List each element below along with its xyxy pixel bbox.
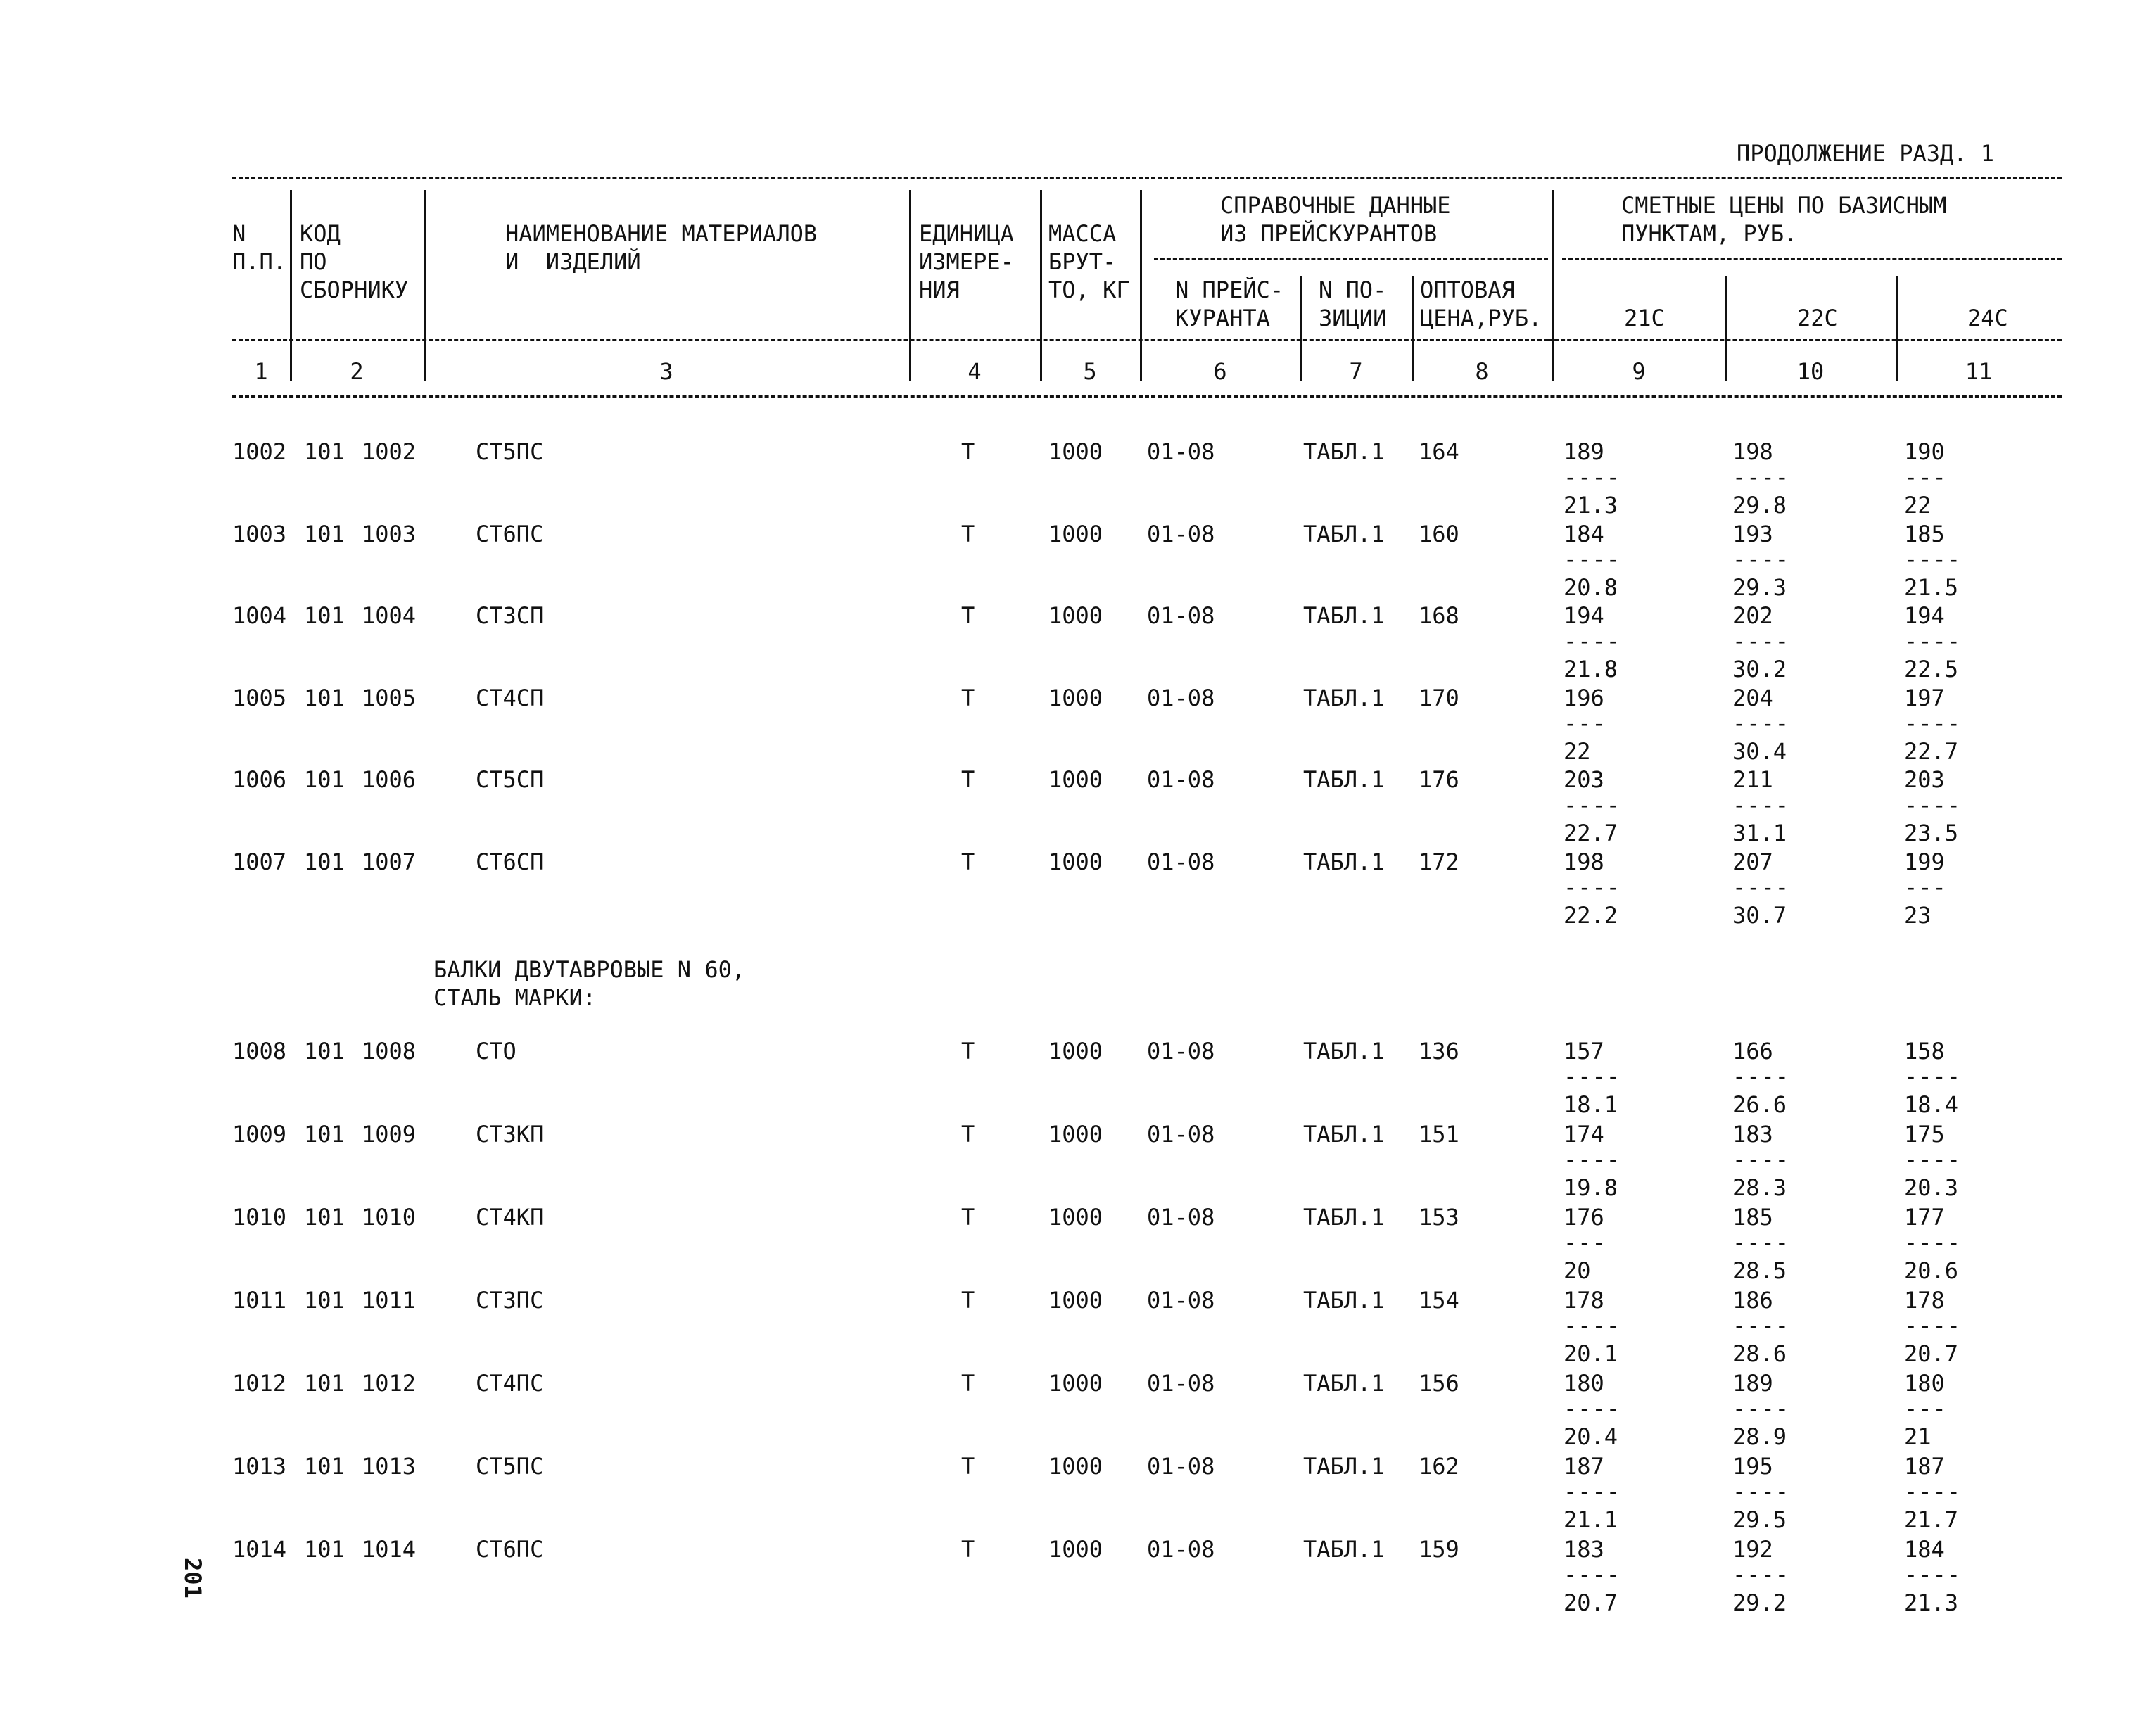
- cell-wholesale: 160: [1419, 520, 1459, 547]
- cell-name: СТ3КП: [476, 1121, 544, 1148]
- header-col11: 24С: [1967, 305, 2008, 331]
- cell-n: 1008: [232, 1038, 287, 1065]
- cell-position: ТАБЛ.1: [1303, 1121, 1385, 1148]
- cell-name: СТ6СП: [476, 849, 544, 875]
- cell-wholesale: 168: [1419, 602, 1459, 630]
- cell-mass: 1000: [1048, 684, 1103, 711]
- cell-transport: 28.3: [1732, 1174, 1787, 1201]
- cell-position: ТАБЛ.1: [1303, 849, 1385, 875]
- group-heading-line1: БАЛКИ ДВУТАВРОВЫЕ N 60,: [433, 956, 746, 983]
- subgroup-rule-reference: [1154, 258, 1548, 260]
- cell-code2: 1005: [362, 684, 417, 711]
- cell-position: ТАБЛ.1: [1303, 520, 1385, 547]
- cell-transport: 30.4: [1732, 737, 1787, 765]
- column-number: 9: [1632, 358, 1646, 385]
- cell-price: 195: [1732, 1453, 1773, 1480]
- cell-mass: 1000: [1048, 602, 1103, 630]
- cell-transport: 29.5: [1732, 1506, 1787, 1533]
- cell-unit: Т: [961, 1287, 975, 1314]
- cell-divider: ---: [1564, 1229, 1606, 1256]
- cell-divider: ----: [1732, 1229, 1790, 1256]
- cell-price: 211: [1732, 766, 1773, 794]
- cell-name: СТ4ПС: [476, 1370, 544, 1397]
- header-mid-rule-left: [232, 339, 1548, 341]
- column-number: 4: [968, 358, 982, 385]
- header-col3-line2: И ИЗДЕЛИЙ: [505, 248, 641, 275]
- cell-transport: 18.4: [1904, 1091, 1959, 1118]
- column-number: 5: [1083, 358, 1097, 385]
- cell-mass: 1000: [1048, 1287, 1103, 1314]
- cell-name: СТ5ПС: [476, 438, 544, 465]
- cell-divider: ----: [1732, 1478, 1790, 1505]
- cell-transport: 19.8: [1564, 1174, 1618, 1201]
- cell-wholesale: 151: [1419, 1121, 1459, 1148]
- cell-price: 193: [1732, 520, 1773, 547]
- cell-mass: 1000: [1048, 1204, 1103, 1231]
- cell-unit: Т: [961, 849, 975, 875]
- cell-code2: 1003: [362, 520, 417, 547]
- col-sep-3: [909, 190, 911, 381]
- cell-wholesale: 153: [1419, 1204, 1459, 1231]
- cell-transport: 22.2: [1564, 902, 1618, 929]
- cell-divider: ----: [1564, 1395, 1621, 1422]
- cell-wholesale: 136: [1419, 1038, 1459, 1065]
- cell-name: СТ3СП: [476, 602, 544, 630]
- cell-transport: 22.5: [1904, 656, 1959, 683]
- cell-transport: 21.1: [1564, 1506, 1618, 1533]
- cell-transport: 21.5: [1904, 573, 1959, 601]
- header-col2-line2: ПО: [300, 248, 327, 275]
- cell-price: 176: [1564, 1204, 1604, 1231]
- cell-code2: 1007: [362, 849, 417, 875]
- cell-transport: 23.5: [1904, 820, 1959, 847]
- cell-unit: Т: [961, 1038, 975, 1065]
- cell-divider: ----: [1904, 1229, 1962, 1256]
- header-col1-line1: N: [232, 220, 246, 247]
- cell-price-list: 01-08: [1147, 1287, 1215, 1314]
- cell-code1: 101: [304, 520, 345, 547]
- cell-divider: ----: [1732, 1146, 1790, 1173]
- cell-price: 185: [1904, 520, 1945, 547]
- cell-code1: 101: [304, 1038, 345, 1065]
- cell-price: 203: [1904, 766, 1945, 794]
- cell-transport: 20.8: [1564, 573, 1618, 601]
- cell-divider: ----: [1732, 628, 1790, 655]
- column-number: 2: [350, 358, 364, 385]
- cell-unit: Т: [961, 1121, 975, 1148]
- cell-unit: Т: [961, 1370, 975, 1397]
- cell-price: 174: [1564, 1121, 1604, 1148]
- cell-price: 177: [1904, 1204, 1945, 1231]
- header-group-reference-line1: СПРАВОЧНЫЕ ДАННЫЕ: [1220, 192, 1451, 219]
- header-col9: 21С: [1624, 305, 1665, 331]
- cell-transport: 23: [1904, 902, 1932, 929]
- cell-code2: 1014: [362, 1536, 417, 1563]
- cell-divider: ----: [1904, 1146, 1962, 1173]
- cell-code1: 101: [304, 1204, 345, 1231]
- cell-position: ТАБЛ.1: [1303, 1370, 1385, 1397]
- cell-unit: Т: [961, 520, 975, 547]
- cell-price: 202: [1732, 602, 1773, 630]
- cell-divider: ---: [1904, 1395, 1947, 1422]
- cell-unit: Т: [961, 602, 975, 630]
- cell-wholesale: 172: [1419, 849, 1459, 875]
- cell-transport: 28.5: [1732, 1257, 1787, 1284]
- cell-n: 1010: [232, 1204, 287, 1231]
- cell-mass: 1000: [1048, 438, 1103, 465]
- cell-transport: 20.1: [1564, 1340, 1618, 1367]
- col-sep-5: [1140, 190, 1142, 381]
- cell-position: ТАБЛ.1: [1303, 602, 1385, 630]
- cell-n: 1005: [232, 684, 287, 711]
- cell-price: 190: [1904, 438, 1945, 465]
- cell-name: СТ6ПС: [476, 1536, 544, 1563]
- cell-mass: 1000: [1048, 1370, 1103, 1397]
- cell-divider: ----: [1564, 874, 1621, 901]
- cell-transport: 21.8: [1564, 656, 1618, 683]
- cell-transport: 28.9: [1732, 1423, 1787, 1450]
- cell-mass: 1000: [1048, 520, 1103, 547]
- cell-divider: ----: [1904, 1561, 1962, 1588]
- cell-mass: 1000: [1048, 766, 1103, 794]
- cell-price-list: 01-08: [1147, 849, 1215, 875]
- cell-code2: 1011: [362, 1287, 417, 1314]
- cell-price: 158: [1904, 1038, 1945, 1065]
- cell-name: СТ5СП: [476, 766, 544, 794]
- cell-transport: 18.1: [1564, 1091, 1618, 1118]
- cell-divider: ----: [1732, 874, 1790, 901]
- cell-n: 1006: [232, 766, 287, 794]
- column-number: 7: [1349, 358, 1363, 385]
- cell-code1: 101: [304, 849, 345, 875]
- cell-price: 196: [1564, 684, 1604, 711]
- cell-code2: 1004: [362, 602, 417, 630]
- cell-position: ТАБЛ.1: [1303, 684, 1385, 711]
- cell-price: 183: [1732, 1121, 1773, 1148]
- cell-price-list: 01-08: [1147, 1204, 1215, 1231]
- cell-price: 184: [1904, 1536, 1945, 1563]
- cell-mass: 1000: [1048, 1121, 1103, 1148]
- cell-code1: 101: [304, 1536, 345, 1563]
- header-col3-line1: НАИМЕНОВАНИЕ МАТЕРИАЛОВ: [505, 220, 818, 247]
- header-col8-line2: ЦЕНА,РУБ.: [1420, 305, 1542, 331]
- header-group-prices-line2: ПУНКТАМ, РУБ.: [1621, 220, 1798, 247]
- cell-divider: ----: [1732, 464, 1790, 490]
- cell-code2: 1009: [362, 1121, 417, 1148]
- cell-price: 180: [1904, 1370, 1945, 1397]
- col-sep-8: [1552, 190, 1554, 381]
- cell-transport: 20.3: [1904, 1174, 1959, 1201]
- cell-price: 187: [1904, 1453, 1945, 1480]
- column-number: 11: [1965, 358, 1993, 385]
- cell-transport: 29.3: [1732, 573, 1787, 601]
- cell-price: 184: [1564, 520, 1604, 547]
- header-col1-line2: П.П.: [232, 248, 287, 275]
- column-number: 6: [1213, 358, 1227, 385]
- header-col2-line1: КОД: [300, 220, 341, 247]
- cell-divider: ----: [1904, 1478, 1962, 1505]
- cell-transport: 30.7: [1732, 902, 1787, 929]
- header-col7-line2: ЗИЦИИ: [1319, 305, 1387, 331]
- cell-price-list: 01-08: [1147, 1370, 1215, 1397]
- cell-divider: ---: [1904, 874, 1947, 901]
- col-sep-4: [1040, 190, 1042, 381]
- cell-name: СТ4КП: [476, 1204, 544, 1231]
- cell-transport: 20: [1564, 1257, 1591, 1284]
- cell-unit: Т: [961, 438, 975, 465]
- header-col2-line3: СБОРНИКУ: [300, 277, 409, 303]
- header-col10: 22С: [1797, 305, 1838, 331]
- cell-price: 199: [1904, 849, 1945, 875]
- cell-code2: 1006: [362, 766, 417, 794]
- cell-divider: ----: [1564, 1063, 1621, 1090]
- cell-divider: ----: [1732, 1561, 1790, 1588]
- cell-divider: ----: [1904, 709, 1962, 737]
- header-col6-line1: N ПРЕЙС-: [1175, 277, 1284, 303]
- cell-code2: 1013: [362, 1453, 417, 1480]
- cell-transport: 22: [1564, 737, 1591, 765]
- cell-n: 1014: [232, 1536, 287, 1563]
- cell-code2: 1012: [362, 1370, 417, 1397]
- cell-price-list: 01-08: [1147, 766, 1215, 794]
- cell-divider: ----: [1564, 1146, 1621, 1173]
- cell-divider: ---: [1904, 464, 1947, 490]
- cell-position: ТАБЛ.1: [1303, 1453, 1385, 1480]
- cell-code1: 101: [304, 1287, 345, 1314]
- cell-position: ТАБЛ.1: [1303, 1536, 1385, 1563]
- cell-unit: Т: [961, 684, 975, 711]
- cell-mass: 1000: [1048, 1536, 1103, 1563]
- cell-divider: ----: [1732, 792, 1790, 819]
- header-col8-line1: ОПТОВАЯ: [1420, 277, 1515, 303]
- cell-name: СТ4СП: [476, 684, 544, 711]
- group-heading-line2: СТАЛЬ МАРКИ:: [433, 984, 597, 1011]
- cell-divider: ----: [1564, 1312, 1621, 1339]
- cell-price: 183: [1564, 1536, 1604, 1563]
- cell-transport: 22.7: [1904, 737, 1959, 765]
- cell-transport: 21: [1904, 1423, 1932, 1450]
- cell-transport: 20.7: [1564, 1589, 1618, 1616]
- cell-unit: Т: [961, 766, 975, 794]
- cell-price: 175: [1904, 1121, 1945, 1148]
- cell-transport: 26.6: [1732, 1091, 1787, 1118]
- cell-divider: ----: [1904, 628, 1962, 655]
- cell-price: 189: [1564, 438, 1604, 465]
- cell-divider: ----: [1564, 792, 1621, 819]
- cell-price: 186: [1732, 1287, 1773, 1314]
- cell-code1: 101: [304, 1370, 345, 1397]
- cell-unit: Т: [961, 1453, 975, 1480]
- header-col5-line1: МАССА: [1048, 220, 1117, 247]
- cell-transport: 20.7: [1904, 1340, 1959, 1367]
- header-group-reference-line2: ИЗ ПРЕЙСКУРАНТОВ: [1220, 220, 1438, 247]
- cell-n: 1007: [232, 849, 287, 875]
- cell-price-list: 01-08: [1147, 684, 1215, 711]
- column-number: 3: [659, 358, 673, 385]
- cell-unit: Т: [961, 1536, 975, 1563]
- cell-price: 166: [1732, 1038, 1773, 1065]
- cell-price: 197: [1904, 684, 1945, 711]
- cell-mass: 1000: [1048, 1038, 1103, 1065]
- cell-transport: 29.8: [1732, 492, 1787, 519]
- header-col4-line2: ИЗМЕРЕ-: [919, 248, 1014, 275]
- cell-price: 198: [1564, 849, 1604, 875]
- cell-divider: ----: [1564, 464, 1621, 490]
- cell-n: 1003: [232, 520, 287, 547]
- table-header-bottom-rule: [232, 395, 2062, 398]
- cell-n: 1009: [232, 1121, 287, 1148]
- cell-code1: 101: [304, 1453, 345, 1480]
- cell-code1: 101: [304, 684, 345, 711]
- cell-code1: 101: [304, 1121, 345, 1148]
- cell-position: ТАБЛ.1: [1303, 438, 1385, 465]
- cell-price: 194: [1904, 602, 1945, 630]
- cell-price: 198: [1732, 438, 1773, 465]
- column-number: 1: [254, 358, 268, 385]
- cell-position: ТАБЛ.1: [1303, 1038, 1385, 1065]
- cell-divider: ----: [1732, 709, 1790, 737]
- header-col5-line2: БРУТ-: [1048, 248, 1117, 275]
- cell-divider: ----: [1904, 1063, 1962, 1090]
- subgroup-rule-prices: [1562, 258, 2062, 260]
- cell-wholesale: 156: [1419, 1370, 1459, 1397]
- cell-wholesale: 170: [1419, 684, 1459, 711]
- cell-transport: 21.7: [1904, 1506, 1959, 1533]
- cell-price: 185: [1732, 1204, 1773, 1231]
- cell-transport: 29.2: [1732, 1589, 1787, 1616]
- cell-price: 194: [1564, 602, 1604, 630]
- header-col5-line3: ТО, КГ: [1048, 277, 1130, 303]
- cell-transport: 20.4: [1564, 1423, 1618, 1450]
- cell-wholesale: 164: [1419, 438, 1459, 465]
- cell-divider: ----: [1732, 1063, 1790, 1090]
- header-col4-line1: ЕДИНИЦА: [919, 220, 1014, 247]
- cell-price-list: 01-08: [1147, 602, 1215, 630]
- cell-transport: 20.6: [1904, 1257, 1959, 1284]
- cell-price: 157: [1564, 1038, 1604, 1065]
- cell-code1: 101: [304, 602, 345, 630]
- cell-n: 1011: [232, 1287, 287, 1314]
- cell-n: 1013: [232, 1453, 287, 1480]
- cell-transport: 22: [1904, 492, 1932, 519]
- page-number: 201: [179, 1558, 206, 1599]
- column-number: 10: [1796, 358, 1825, 385]
- cell-unit: Т: [961, 1204, 975, 1231]
- cell-mass: 1000: [1048, 849, 1103, 875]
- cell-wholesale: 176: [1419, 766, 1459, 794]
- header-group-prices-line1: СМЕТНЫЕ ЦЕНЫ ПО БАЗИСНЫМ: [1621, 192, 1947, 219]
- cell-wholesale: 162: [1419, 1453, 1459, 1480]
- cell-price: 180: [1564, 1370, 1604, 1397]
- cell-name: СТ6ПС: [476, 520, 544, 547]
- cell-code1: 101: [304, 766, 345, 794]
- cell-n: 1002: [232, 438, 287, 465]
- cell-position: ТАБЛ.1: [1303, 1287, 1385, 1314]
- header-col7-line1: N ПО-: [1319, 277, 1387, 303]
- cell-transport: 21.3: [1904, 1589, 1959, 1616]
- cell-divider: ----: [1564, 628, 1621, 655]
- cell-price-list: 01-08: [1147, 1038, 1215, 1065]
- cell-price: 207: [1732, 849, 1773, 875]
- cell-wholesale: 154: [1419, 1287, 1459, 1314]
- cell-code2: 1002: [362, 438, 417, 465]
- cell-code2: 1008: [362, 1038, 417, 1065]
- cell-name: СТ3ПС: [476, 1287, 544, 1314]
- cell-price: 178: [1564, 1287, 1604, 1314]
- cell-n: 1012: [232, 1370, 287, 1397]
- cell-price: 189: [1732, 1370, 1773, 1397]
- cell-wholesale: 159: [1419, 1536, 1459, 1563]
- cell-divider: ----: [1564, 1561, 1621, 1588]
- cell-divider: ----: [1904, 792, 1962, 819]
- cell-n: 1004: [232, 602, 287, 630]
- cell-price-list: 01-08: [1147, 1121, 1215, 1148]
- cell-price: 178: [1904, 1287, 1945, 1314]
- header-col4-line3: НИЯ: [919, 277, 960, 303]
- cell-price-list: 01-08: [1147, 438, 1215, 465]
- continuation-label: ПРОДОЛЖЕНИЕ РАЗД. 1: [1737, 140, 1995, 167]
- cell-position: ТАБЛ.1: [1303, 766, 1385, 794]
- table-top-rule: [232, 177, 2062, 179]
- cell-code1: 101: [304, 438, 345, 465]
- cell-divider: ----: [1904, 545, 1962, 573]
- cell-price: 204: [1732, 684, 1773, 711]
- cell-position: ТАБЛ.1: [1303, 1204, 1385, 1231]
- cell-code2: 1010: [362, 1204, 417, 1231]
- col-sep-1: [290, 190, 292, 381]
- cell-price-list: 01-08: [1147, 520, 1215, 547]
- cell-divider: ----: [1732, 1395, 1790, 1422]
- cell-transport: 28.6: [1732, 1340, 1787, 1367]
- cell-transport: 21.3: [1564, 492, 1618, 519]
- cell-transport: 31.1: [1732, 820, 1787, 847]
- cell-price: 187: [1564, 1453, 1604, 1480]
- cell-divider: ----: [1904, 1312, 1962, 1339]
- cell-divider: ----: [1564, 1478, 1621, 1505]
- cell-divider: ---: [1564, 709, 1606, 737]
- cell-transport: 22.7: [1564, 820, 1618, 847]
- cell-name: СТ5ПС: [476, 1453, 544, 1480]
- cell-divider: ----: [1564, 545, 1621, 573]
- cell-divider: ----: [1732, 545, 1790, 573]
- cell-price: 192: [1732, 1536, 1773, 1563]
- cell-mass: 1000: [1048, 1453, 1103, 1480]
- cell-price-list: 01-08: [1147, 1453, 1215, 1480]
- cell-transport: 30.2: [1732, 656, 1787, 683]
- header-col6-line2: КУРАНТА: [1175, 305, 1270, 331]
- header-mid-rule-right: [1548, 339, 2062, 341]
- cell-divider: ----: [1732, 1312, 1790, 1339]
- column-number: 8: [1475, 358, 1489, 385]
- cell-name: СТО: [476, 1038, 516, 1065]
- col-sep-2: [424, 190, 426, 381]
- cell-price-list: 01-08: [1147, 1536, 1215, 1563]
- cell-price: 203: [1564, 766, 1604, 794]
